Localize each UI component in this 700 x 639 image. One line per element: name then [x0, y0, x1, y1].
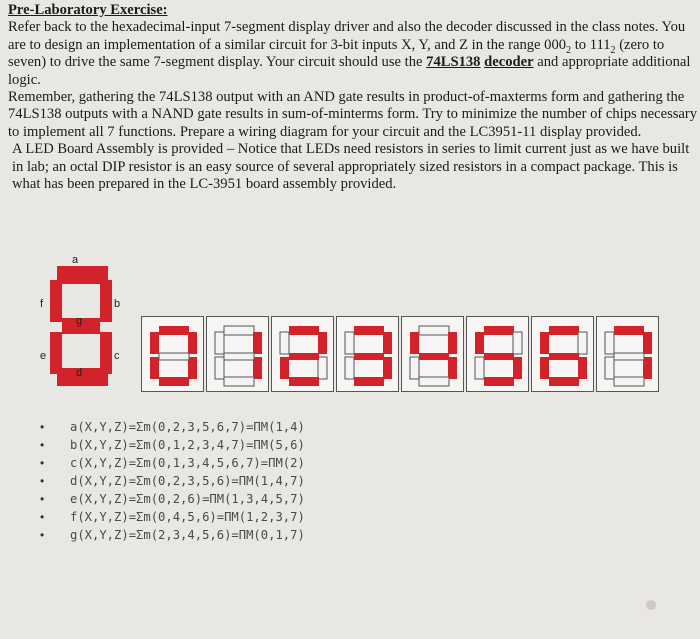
segment-a-lit: [549, 326, 579, 335]
label-d: d: [76, 367, 83, 379]
segment-d-unlit: [614, 377, 644, 386]
big-seg-c: [100, 332, 112, 374]
bullet-icon: •: [40, 456, 45, 470]
segment-a-unlit: [419, 326, 449, 335]
label-f: f: [40, 298, 44, 310]
bullet-icon: •: [40, 492, 45, 506]
segment-b-lit: [448, 332, 457, 354]
equation-item: [40, 526, 305, 544]
segment-e-unlit: [605, 357, 614, 379]
digit-cell: [336, 316, 399, 392]
p1-text-c: (zero to seven) to drive the same 7-segment display. Your circuit should use the: [8, 36, 665, 71]
equation-item: [40, 472, 305, 490]
equation-item: [40, 508, 305, 526]
page-heading: Pre-Laboratory Exercise:: [8, 2, 168, 18]
bullet-icon: •: [40, 474, 45, 488]
segment-g-lit: [289, 353, 319, 360]
segment-c-unlit: [318, 357, 327, 379]
segment-e-lit: [280, 357, 289, 379]
seven-seg-digit: [402, 317, 463, 391]
segment-b-unlit: [513, 332, 522, 354]
segment-c-lit: [448, 357, 457, 379]
digit-cell: [141, 316, 204, 392]
equation-text: e(X,Y,Z)=Σm(0,2,6)=ΠM(1,3,4,5,7): [70, 492, 305, 506]
segment-d-lit: [159, 377, 189, 386]
segment-e-unlit: [345, 357, 354, 379]
digit-cell: [401, 316, 464, 392]
digit-cell: [531, 316, 594, 392]
equation-text: d(X,Y,Z)=Σm(0,2,3,5,6)=ΠM(1,4,7): [70, 474, 305, 488]
seven-seg-digit: [207, 317, 268, 391]
segment-f-lit: [475, 332, 484, 354]
bullet-icon: •: [40, 510, 45, 524]
segment-a-lit: [289, 326, 319, 335]
segment-d-lit: [289, 377, 319, 386]
label-g: g: [76, 315, 83, 327]
segment-g-unlit: [224, 353, 254, 360]
segment-d-lit: [354, 377, 384, 386]
segment-c-lit: [383, 357, 392, 379]
digit-cell: [271, 316, 334, 392]
label-c: c: [114, 350, 120, 362]
big-seg-d: [57, 368, 108, 386]
segment-a-lit: [159, 326, 189, 335]
segment-g-lit: [419, 353, 449, 360]
p1-text-d: and appropriate additional logic.: [8, 54, 691, 88]
segment-f-unlit: [605, 332, 614, 354]
paragraph-3: A LED Board Assembly is provided – Notice that LEDs need resistors in series to limit current just as we have built in lab; an octal DIP resistor is an easy source of several appropriately sized resistors in a compact package. This is what has been prepared in the LC-3951 board assembly provided.: [12, 141, 690, 193]
segment-f-lit: [150, 332, 159, 354]
segment-a-lit: [354, 326, 384, 335]
equation-text: c(X,Y,Z)=Σm(0,1,3,4,5,6,7)=ΠM(2): [70, 456, 305, 470]
equation-item: [40, 454, 305, 472]
segment-a-lit: [484, 326, 514, 335]
segment-g-unlit: [614, 353, 644, 360]
equation-list: [40, 418, 305, 544]
digit-cell: [206, 316, 269, 392]
segment-e-unlit: [215, 357, 224, 379]
p1-decoder-word: decoder: [484, 54, 534, 71]
paragraph-1: [8, 19, 698, 89]
segment-b-lit: [643, 332, 652, 354]
equation-item: [40, 418, 305, 436]
segment-f-lit: [540, 332, 549, 354]
segment-d-unlit: [224, 377, 254, 386]
seven-seg-digit: [597, 317, 658, 391]
segment-g-lit: [484, 353, 514, 360]
equation-text: b(X,Y,Z)=Σm(0,1,2,3,4,7)=ΠM(5,6): [70, 438, 305, 452]
segment-g-lit: [354, 353, 384, 360]
bullet-icon: •: [40, 438, 45, 452]
bullet-icon: •: [40, 420, 45, 434]
seven-seg-digit: [337, 317, 398, 391]
segment-label-diagram: [40, 254, 140, 394]
seven-seg-digit: [142, 317, 203, 391]
segment-b-lit: [383, 332, 392, 354]
segment-b-lit: [253, 332, 262, 354]
bullet-icon: •: [40, 528, 45, 542]
segment-d-unlit: [419, 377, 449, 386]
p1-text-b: to 111: [571, 36, 611, 53]
segment-b-lit: [318, 332, 327, 354]
p1-part-number: 74LS138: [426, 54, 481, 71]
equation-text: f(X,Y,Z)=Σm(0,4,5,6)=ΠM(1,2,3,7): [70, 510, 305, 524]
digit-cell: [596, 316, 659, 392]
big-seg-f: [50, 280, 62, 322]
segment-f-unlit: [215, 332, 224, 354]
segment-c-lit: [513, 357, 522, 379]
segment-d-lit: [549, 377, 579, 386]
p1-subscript-1: 2: [566, 44, 572, 56]
equation-item: [40, 436, 305, 454]
segment-c-lit: [578, 357, 587, 379]
segment-e-lit: [150, 357, 159, 379]
segment-a-lit: [614, 326, 644, 335]
seven-seg-digit: [272, 317, 333, 391]
label-a: a: [72, 254, 79, 266]
label-e: e: [40, 350, 47, 362]
segment-diagram-graphic: [40, 254, 140, 394]
label-b: b: [114, 298, 121, 310]
paragraph-2: Remember, gathering the 74LS138 output with an AND gate results in product-of-maxterms form and gathering the 74LS138 outputs with a NAND gate results in sum-of-minterms form. Try to minimize the number of chips necessary to implement all 7 functions. Prepare a wiring diagram for your circuit and the LC3951-11 display provided.: [8, 89, 698, 140]
segment-b-unlit: [578, 332, 587, 354]
digit-cell: [466, 316, 529, 392]
equation-text: g(X,Y,Z)=Σm(2,3,4,5,6)=ΠM(0,1,7): [70, 528, 305, 542]
digit-display-row: [141, 316, 659, 392]
segment-f-unlit: [345, 332, 354, 354]
instructions-text: [8, 2, 698, 193]
segment-e-lit: [540, 357, 549, 379]
page-smudge: [646, 600, 656, 610]
big-seg-e: [50, 332, 62, 374]
seven-seg-digit: [532, 317, 593, 391]
p1-text-a: Refer back to the hexadecimal-input 7-segment display driver and also the decoder discussed in the class notes. You are to design an implementation of a similar circuit for 3-bit inputs X, Y, and Z in the range 000: [8, 19, 686, 53]
equation-item: [40, 490, 305, 508]
segment-g-lit: [549, 353, 579, 360]
segment-e-unlit: [475, 357, 484, 379]
big-seg-b: [100, 280, 112, 322]
segment-f-unlit: [280, 332, 289, 354]
seven-seg-digit: [467, 317, 528, 391]
segment-b-lit: [188, 332, 197, 354]
p1-subscript-2: 2: [610, 44, 616, 56]
segment-e-unlit: [410, 357, 419, 379]
segment-a-unlit: [224, 326, 254, 335]
segment-d-lit: [484, 377, 514, 386]
segment-f-lit: [410, 332, 419, 354]
segment-g-unlit: [159, 353, 189, 360]
equation-text: a(X,Y,Z)=Σm(0,2,3,5,6,7)=ΠM(1,4): [70, 420, 305, 434]
